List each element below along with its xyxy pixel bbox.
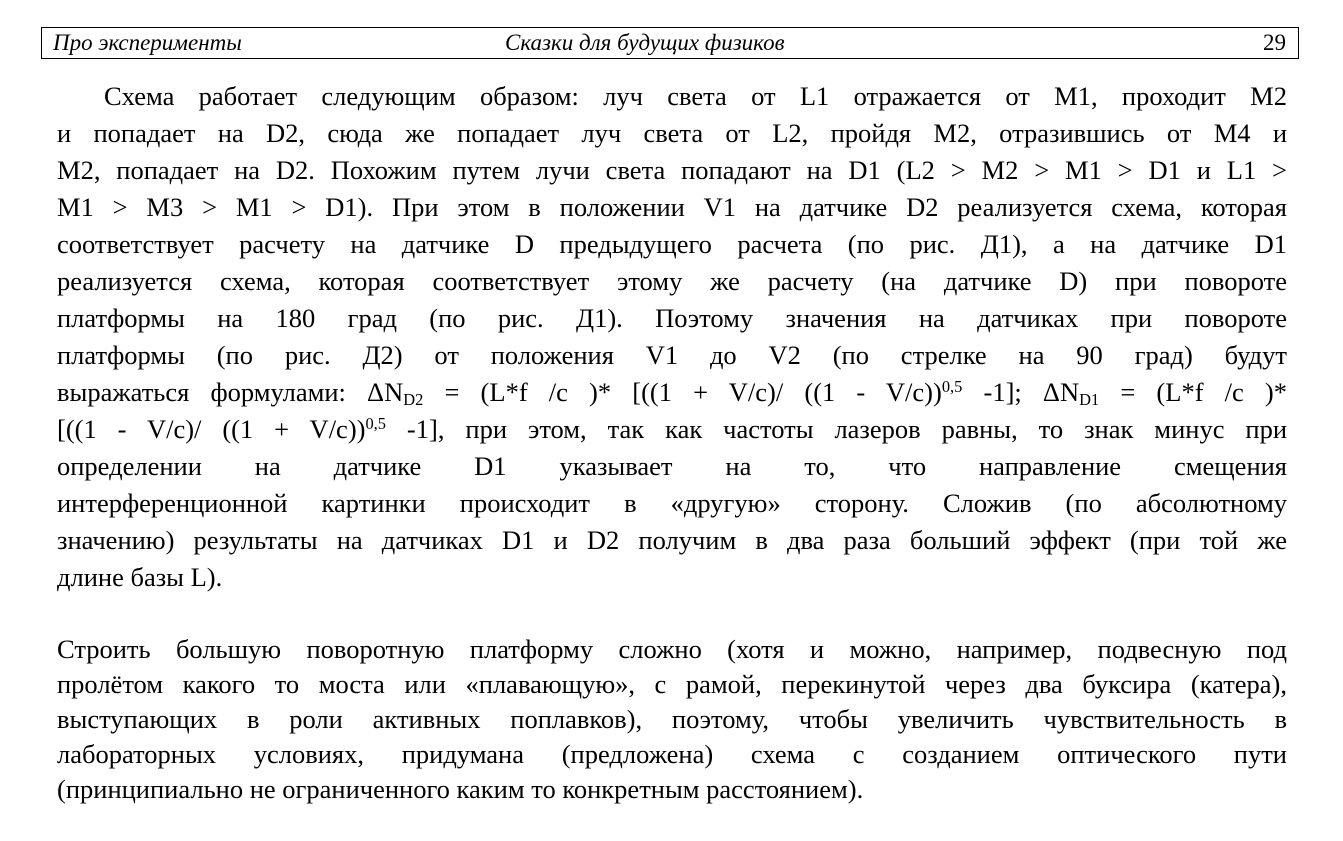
text-line: и попадает на D2, сюда же попадает луч света от L2, пройдя M2, отразившись от M4 и [57,118,1287,148]
text-line: (принципиально не ограниченного каким то конкретным расстоянием). [57,774,864,804]
formula-text: выражаться формулами: ΔN [57,377,404,407]
text-line: пролётом какого то моста или «плавающую», с рамой, перекинутой через два буксира (катера), [57,669,1287,699]
superscript: 0,5 [365,413,386,433]
text-line: определении на датчике D1 указывает на то, что направление смещения [57,451,1287,481]
subscript: D1 [1079,390,1100,410]
formula-text: -1], при этом, так как частоты лазеров равны, то знак минус при [386,414,1287,444]
subscript: D2 [403,390,424,410]
formula-text: = (L*f /c )* [1099,377,1288,407]
text-line: M1 > M3 > M1 > D1). При этом в положении V1 на датчике D2 реализуется схема, которая [57,192,1287,222]
text-line: выступающих в роли активных поплавков), поэтому, чтобы увеличить чувствительность в [57,704,1287,734]
formula-text: [((1 - V/c)/ ((1 + V/c)) [57,414,366,444]
text-line: соответствует расчету на датчике D предыдущего расчета (по рис. Д1), а на датчике D1 [57,229,1287,259]
formula-line [57,374,1287,411]
text-line: платформы (по рис. Д2) от положения V1 до V2 (по стрелке на 90 град) будут [57,340,1287,370]
superscript: 0,5 [941,376,963,396]
text-line: значению) результаты на датчиках D1 и D2 получим в два раза больший эффект (при той же [57,525,1287,555]
text-line: интерференционной картинки происходит в «другую» сторону. Сложив (по абсолютному [57,488,1287,518]
text-line: M2, попадает на D2. Похожим путем лучи света попадают на D1 (L2 > M2 > M1 > D1 и L1 > [57,155,1287,185]
page-number: 29 [1263,30,1286,55]
page-header [41,27,1299,59]
text-line: Строить большую поворотную платформу сложно (хотя и можно, например, подвесную под [57,634,1287,664]
text-line: лабораторных условиях, придумана (предложена) схема с созданием оптического пути [57,739,1287,769]
formula-line [57,411,1287,448]
text-line: платформы на 180 град (по рис. Д1). Поэтому значения на датчиках при повороте [57,303,1287,333]
header-book-title: Сказки для будущих физиков [505,30,785,55]
text-line: реализуется схема, которая соответствует этому же расчету (на датчике D) при повороте [57,266,1287,296]
header-section-title: Про эксперименты [53,30,242,55]
formula-text: = (L*f /c )* [((1 + V/c)/ ((1 - V/c)) [423,377,942,407]
text-line: Схема работает следующим образом: луч света от L1 отражается от M1, проходит M2 [104,81,1287,111]
formula-text: -1]; ΔN [962,377,1080,407]
text-line: длине базы L). [57,562,223,592]
